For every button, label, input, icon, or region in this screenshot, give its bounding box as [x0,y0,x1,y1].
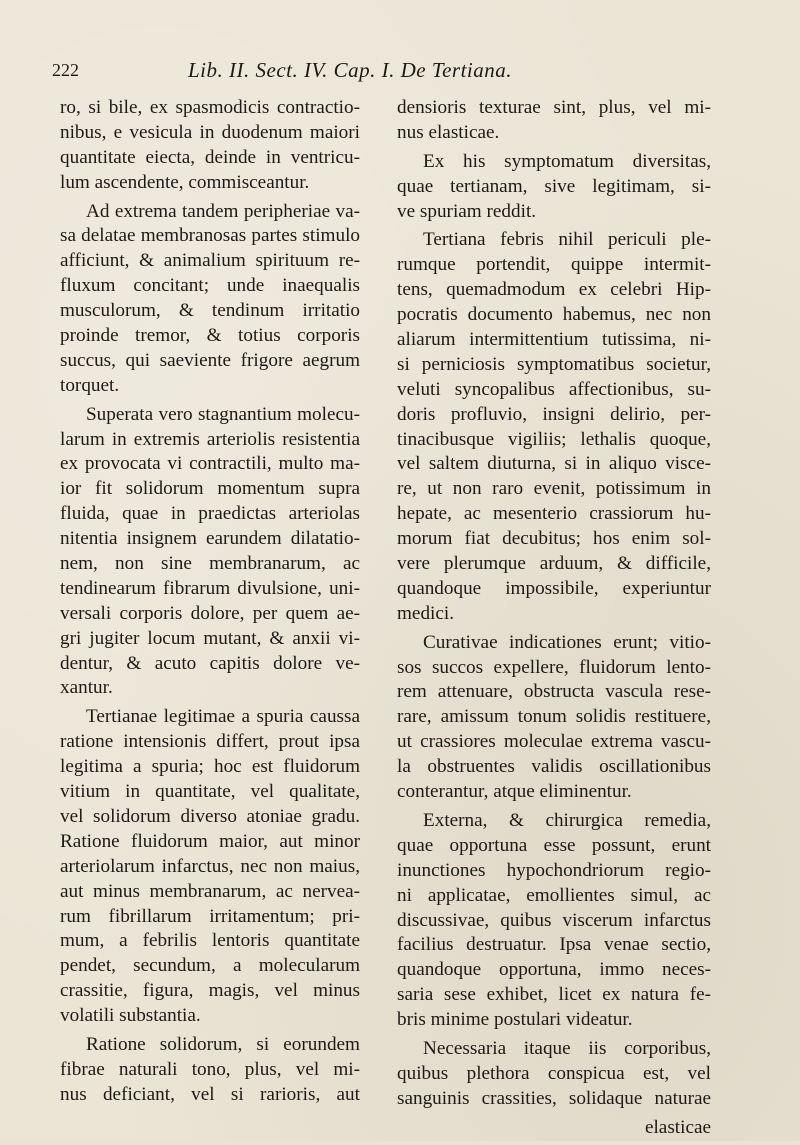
text-line: Externa, & chirurgica remedia, [423,809,711,831]
text-line: quandoque impossibile, experiuntur [397,577,711,599]
text-line: Ratione fluidorum maior, aut minor [60,830,360,852]
text-line: sos succos expellere, fluidorum lento- [397,656,711,678]
text-line: medici. [397,602,455,624]
text-line: rare, amissum tonum solidis restituere, [397,706,711,728]
text-line: ut crassiores moleculae extrema vascu- [397,731,711,753]
text-line: vel saltem diuturna, si in aliquo visce- [397,453,711,475]
text-line: vitium in quantitate, vel qualitate, [60,781,360,803]
text-line: quibus plethora conspicua est, vel [397,1062,711,1084]
text-line: doris profluvio, insigni delirio, per- [397,403,711,425]
text-line: aliarum intermittentium tutissima, ni- [397,329,711,351]
text-line: afficiunt, & animalium spirituum re- [60,250,360,272]
text-line: bris minime postulari videatur. [397,1009,633,1031]
text-line: rem attenuare, obstructa vascula rese- [397,681,711,703]
text-line: facilius destruatur. Ipsa venae sectio, [397,934,711,956]
text-line: pendet, secundum, a molecularum [60,955,360,977]
text-line: Ratione solidorum, si eorundem [86,1033,360,1055]
text-line: ior fit solidorum momentum supra [60,478,360,500]
paragraph [60,705,360,1029]
text-line: quandoque opportuna, immo neces- [397,959,711,981]
left-column [60,96,360,1112]
text-line: si perniciosis symptomatibus societur, [397,353,711,375]
text-line: nus deficiant, vel si rarioris, aut [60,1083,360,1105]
text-line: fluida, quae in praedictas arteriolas [60,503,360,525]
text-line: inunctiones hypochondriorum regio- [397,859,711,881]
text-line: succus, qui saeviente frigore aegrum [60,349,360,371]
text-line: nus elasticae. [397,121,500,143]
text-line: Necessaria itaque iis corporibus, [423,1037,711,1059]
text-line: legitima a spuria; hoc est fluidorum [60,756,360,778]
text-line: lum ascendente, commisceantur. [60,171,310,193]
running-header [0,58,800,88]
text-line: conterantur, atque eliminentur. [397,781,632,803]
text-line: densioris texturae sint, plus, vel mi- [397,97,711,118]
text-line: torquet. [60,374,120,396]
text-line: sa delatae membranosas partes stimulo [60,225,360,247]
text-line: morum fiat decubitus; hos enim sol- [397,528,711,550]
text-line: re, ut non raro evenit, potissimum in [397,478,711,500]
text-line: la obstruentes validis oscillationibus [397,756,711,778]
text-line: musculorum, & tendinum irritatio [60,300,360,322]
text-line: xantur. [60,677,113,699]
paragraph [397,1116,711,1141]
paragraph [60,200,360,399]
text-line: rumque portendit, quippe intermit- [397,254,711,276]
text-line: mum, a febrilis lentoris quantitate [60,930,360,952]
text-line: ni applicatae, emollientes simul, ac [397,884,711,906]
text-line: veluti syncopalibus affectionibus, su- [397,378,711,400]
text-line: gri jugiter locum mutant, & anxii vi- [60,627,360,649]
text-line: Ad extrema tandem peripheriae va- [86,200,360,222]
text-line: tendinearum fibrarum divulsione, uni- [60,577,360,599]
text-line: ve spuriam reddit. [397,200,537,222]
text-line: hepate, ac mesenterio crassiorum hu- [397,503,711,525]
paragraph [397,1037,711,1112]
paragraph [60,403,360,702]
text-line: tens, quemadmodum ex celebri Hip- [397,279,711,301]
text-line: saria sese exhibet, licet ex natura fe- [397,984,711,1006]
text-line: ro, si bile, ex spasmodicis contractio- [60,97,360,118]
text-line: pocratis documento habemus, nec non [397,304,711,326]
text-line: quae opportuna esse possunt, erunt [397,834,711,856]
text-line: nitentia insignem earundem dilatatio- [60,528,360,550]
text-line: quantitate eiecta, deinde in ventricu- [60,146,360,168]
text-line: quae tertianam, sive legitimam, si- [397,175,711,197]
paragraph [397,809,711,1033]
paragraph [60,1033,360,1108]
text-line: Ex his symptomatum diversitas, [423,150,711,172]
text-line: crassitie, figura, magis, vel minus [60,980,360,1002]
text-line: Tertiana febris nihil periculi ple- [423,229,711,251]
right-column [397,96,711,1145]
catchword: elasticae [644,1116,711,1138]
text-line: fluxum concitant; unde inaequalis [60,275,360,297]
text-line: versali corporis dolore, per quem ae- [60,602,360,624]
text-line: fibrae naturali tono, plus, vel mi- [60,1058,360,1080]
text-line: dentur, & acuto capitis dolore ve- [60,652,360,674]
text-line: arteriolarum infarctus, nec non maius, [60,855,360,877]
text-line: Curativae indicationes erunt; vitio- [423,631,711,653]
text-line: ex provocata vi contractili, multo ma- [60,453,360,475]
paragraph [397,228,711,626]
text-line: tinacibusque vigiliis; lethalis quoque, [397,428,711,450]
paragraph [397,96,711,146]
text-line: discussivae, quibus viscerum infarctus [397,909,711,931]
running-title: Lib. II. Sect. IV. Cap. I. De Tertiana. [188,58,512,82]
paragraph [397,150,711,225]
text-line: nibus, e vesicula in duodenum maiori [60,121,360,143]
text-line: vel solidorum diverso atoniae gradu. [60,805,360,827]
paragraph [397,631,711,805]
text-line: vere plerumque arduum, & difficile, [397,553,711,575]
text-line: volatili substantia. [60,1005,201,1027]
text-line: sanguinis crassities, solidaque naturae [397,1087,711,1109]
text-line: rum fibrillarum irritamentum; pri- [60,905,360,927]
text-line: larum in extremis arteriolis resistentia [60,428,360,450]
text-line: Tertianae legitimae a spuria caussa [86,706,360,728]
text-line: nem, non sine membranarum, ac [60,553,360,575]
text-line: proinde tremor, & totius corporis [60,325,360,347]
text-line: ratione intensionis differt, prout ipsa [60,731,360,753]
text-line: aut minus membranarum, ac nervea- [60,880,360,902]
paragraph [60,96,360,196]
page-number: 222 [52,60,79,80]
text-line: Superata vero stagnantium molecu- [86,403,360,425]
